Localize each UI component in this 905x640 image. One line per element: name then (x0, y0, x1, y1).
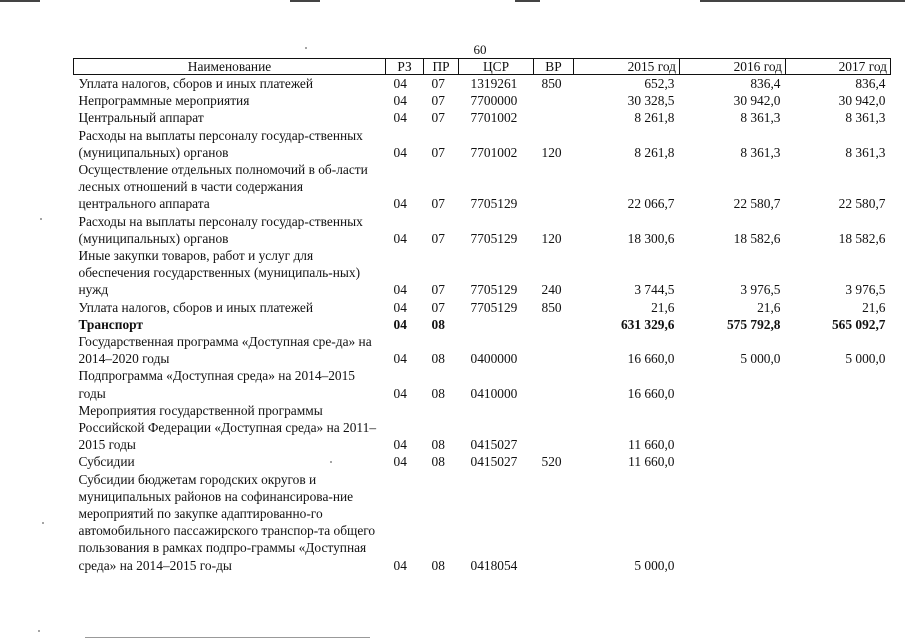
row-csr: 7705129 (470, 299, 518, 315)
row-value-2015: 8 261,8 (634, 144, 675, 160)
row-value-2015: 11 660,0 (628, 454, 675, 470)
row-value-2015: 16 660,0 (627, 351, 675, 367)
header-pr: ПР (424, 59, 459, 75)
row-value-2016: 8 361,3 (740, 144, 781, 160)
page-number: 60 (473, 42, 487, 57)
row-value-2017: 18 582,6 (838, 230, 886, 246)
row-csr: 0415027 (470, 454, 518, 470)
row-name: Субсидии (78, 454, 135, 470)
row-value-2016 (680, 402, 786, 454)
row-rz: 04 (393, 110, 407, 126)
row-value-2015: 5 000,0 (634, 557, 675, 573)
table-row (74, 471, 891, 574)
row-csr: 0418054 (470, 557, 518, 573)
row-csr: 0415027 (470, 437, 518, 453)
header-2015: 2015 год (574, 59, 680, 75)
row-value-2017 (786, 453, 891, 470)
row-vr (534, 402, 574, 454)
row-value-2017: 8 361,3 (845, 144, 886, 160)
table-row (74, 247, 891, 299)
row-csr: 7705129 (470, 230, 518, 246)
row-csr: 0400000 (470, 351, 518, 367)
row-pr: 07 (431, 299, 445, 315)
header-2017: 2017 год (786, 59, 891, 75)
row-value-2016: 575 792,8 (726, 316, 781, 332)
row-csr: 7701002 (470, 110, 518, 126)
row-value-2017: 8 361,3 (845, 110, 886, 126)
row-name: Подпрограмма «Доступная среда» на 2014–2015 годы (78, 368, 356, 401)
row-value-2015: 652,3 (644, 76, 675, 91)
row-value-2016: 18 582,6 (733, 230, 781, 246)
row-pr: 08 (431, 557, 445, 573)
row-value-2017 (786, 402, 891, 454)
row-vr: 520 (541, 454, 562, 470)
row-rz: 04 (393, 299, 407, 315)
row-vr (534, 161, 574, 213)
row-rz: 04 (393, 76, 407, 91)
row-value-2015: 16 660,0 (627, 385, 675, 401)
row-name: Расходы на выплаты персоналу государ-ственных (муниципальных) органов (78, 127, 363, 160)
scan-speck (40, 218, 42, 220)
row-name: Непрограммные мероприятия (78, 93, 250, 109)
table-row (74, 367, 891, 401)
row-pr: 07 (431, 144, 445, 160)
row-rz: 04 (393, 230, 407, 246)
row-value-2016: 5 000,0 (740, 351, 781, 367)
row-value-2017: 22 580,7 (838, 196, 886, 212)
row-value-2015: 11 660,0 (628, 437, 675, 453)
table-row (74, 299, 891, 316)
row-value-2017: 30 942,0 (838, 93, 886, 109)
row-value-2017: 836,4 (855, 76, 886, 91)
row-rz: 04 (393, 385, 407, 401)
scan-edge-line (290, 0, 320, 2)
row-name: Центральный аппарат (78, 110, 204, 126)
row-value-2016: 30 942,0 (733, 93, 781, 109)
row-value-2015: 18 300,6 (627, 230, 675, 246)
row-pr: 07 (431, 282, 445, 298)
header-vr: ВР (534, 59, 574, 75)
row-vr (534, 367, 574, 401)
row-value-2017: 3 976,5 (845, 282, 886, 298)
header-name: Наименование (74, 59, 386, 75)
row-rz: 04 (393, 437, 407, 453)
scan-speck (305, 47, 307, 49)
row-value-2016: 8 361,3 (740, 110, 781, 126)
row-pr: 07 (431, 93, 445, 109)
row-pr: 07 (431, 196, 445, 212)
row-vr (534, 316, 574, 333)
table-row (74, 453, 891, 470)
row-rz: 04 (393, 316, 407, 332)
row-rz: 04 (393, 93, 407, 109)
row-value-2015: 21,6 (651, 299, 675, 315)
row-value-2016 (680, 367, 786, 401)
row-name: Осуществление отдельных полномочий в об-ласти лесных отношений в части содержания центрального аппарата (78, 162, 368, 212)
row-vr: 240 (541, 282, 562, 298)
table-row (74, 316, 891, 333)
row-pr: 08 (431, 385, 445, 401)
scan-edge-line (515, 0, 540, 2)
row-csr: 0410000 (470, 385, 518, 401)
row-vr: 120 (541, 230, 562, 246)
row-csr: 7701002 (470, 144, 518, 160)
row-value-2017 (786, 471, 891, 574)
row-pr: 08 (431, 454, 445, 470)
row-rz: 04 (393, 557, 407, 573)
table-row (74, 161, 891, 213)
row-value-2017: 565 092,7 (831, 316, 886, 332)
row-value-2016 (680, 453, 786, 470)
budget-table (73, 58, 891, 574)
table-row (74, 75, 891, 93)
row-name: Транспорт (78, 316, 143, 332)
scan-edge-line (700, 0, 905, 2)
row-vr (534, 471, 574, 574)
row-vr: 850 (541, 299, 562, 315)
row-csr: 7705129 (470, 282, 518, 298)
row-name: Государственная программа «Доступная сре-да» на 2014–2020 годы (78, 334, 372, 367)
row-name: Субсидии бюджетам городских округов и муниципальных районов на софинансирова-ние мероприятий по закупке адаптированно-го автомобильного пассажирского транспор-та общего пользования в рамках подпро-граммы «Доступная среда» на 2014–2015 го-ды (78, 471, 376, 573)
row-value-2015: 3 744,5 (634, 282, 675, 298)
table-row (74, 213, 891, 247)
row-pr: 07 (431, 230, 445, 246)
row-name: Уплата налогов, сборов и иных платежей (78, 76, 314, 91)
row-rz: 04 (393, 351, 407, 367)
row-name: Уплата налогов, сборов и иных платежей (78, 299, 314, 315)
row-value-2016: 3 976,5 (740, 282, 781, 298)
row-rz: 04 (393, 196, 407, 212)
row-vr (534, 333, 574, 367)
row-vr (534, 92, 574, 109)
table-row (74, 109, 891, 126)
row-value-2015: 631 329,6 (620, 316, 675, 332)
row-value-2015: 8 261,8 (634, 110, 675, 126)
footer-rule (85, 637, 370, 638)
table-header (74, 59, 891, 75)
row-rz: 04 (393, 454, 407, 470)
row-value-2016: 21,6 (757, 299, 781, 315)
scan-speck (42, 522, 44, 524)
row-pr: 07 (431, 76, 445, 91)
row-vr: 120 (541, 144, 562, 160)
row-value-2016: 22 580,7 (733, 196, 781, 212)
row-rz: 04 (393, 282, 407, 298)
row-value-2016 (680, 471, 786, 574)
row-rz: 04 (393, 144, 407, 160)
row-name: Мероприятия государственной программы Российской Федерации «Доступная среда» на 2011–2015 годы (78, 402, 377, 453)
row-value-2017 (786, 367, 891, 401)
row-pr: 07 (431, 110, 445, 126)
row-csr: 7700000 (470, 93, 518, 109)
table-row (74, 333, 891, 367)
header-rz: РЗ (386, 59, 424, 75)
row-csr (459, 316, 534, 333)
scan-speck (38, 630, 40, 632)
table-row (74, 92, 891, 109)
row-name: Иные закупки товаров, работ и услуг для обеспечения государственных (муниципаль-ных) нужд (78, 248, 361, 298)
row-csr: 7705129 (470, 196, 518, 212)
table-row (74, 402, 891, 454)
row-value-2015: 30 328,5 (627, 93, 675, 109)
header-2016: 2016 год (680, 59, 786, 75)
row-csr: 1319261 (470, 76, 518, 91)
row-pr: 08 (431, 316, 445, 332)
header-csr: ЦСР (459, 59, 534, 75)
row-value-2016: 836,4 (750, 76, 781, 91)
scan-edge-line (0, 0, 40, 2)
row-value-2017: 21,6 (862, 299, 886, 315)
row-pr: 08 (431, 351, 445, 367)
row-vr (534, 109, 574, 126)
row-value-2015: 22 066,7 (627, 196, 675, 212)
row-vr: 850 (541, 76, 562, 91)
row-name: Расходы на выплаты персоналу государ-ственных (муниципальных) органов (78, 213, 363, 246)
row-value-2017: 5 000,0 (845, 351, 886, 367)
table-row (74, 127, 891, 161)
row-pr: 08 (431, 437, 445, 453)
